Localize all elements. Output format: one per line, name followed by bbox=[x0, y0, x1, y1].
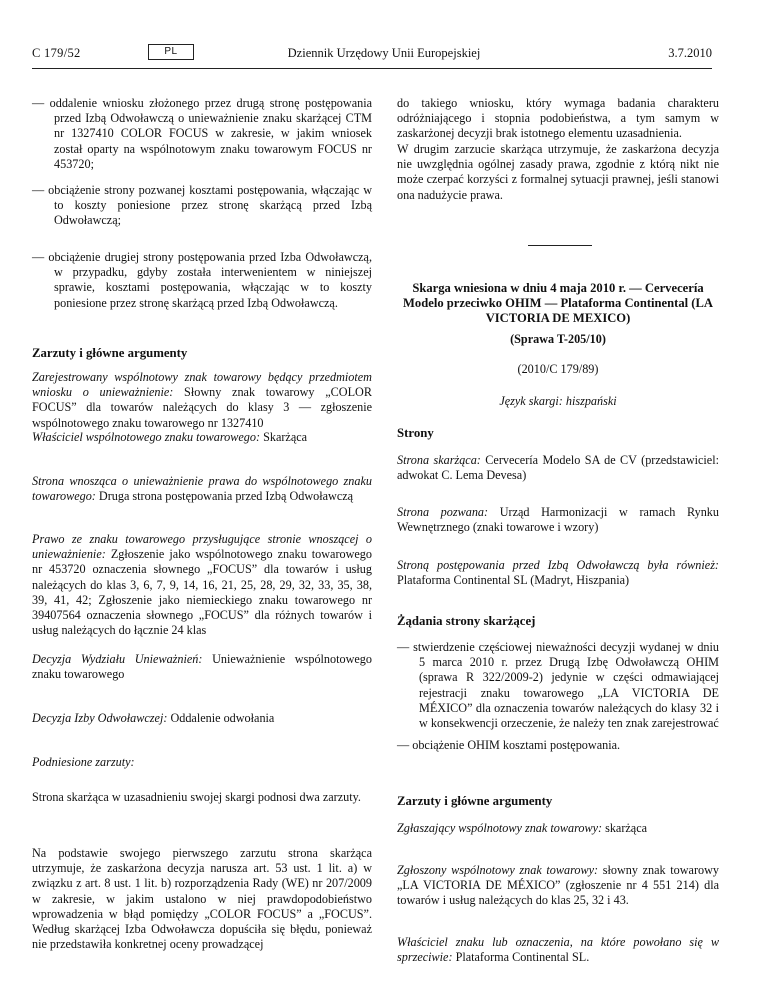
section-heading-parties: Strony bbox=[397, 426, 434, 440]
paragraph-two-pleas: Strona skarżąca w uzasadnieniu swojej skargi podnosi dwa zarzuty. bbox=[32, 790, 361, 804]
right-dash-item-1: — stwierdzenie częściowej nieważności decyzji wydanej w dniu 5 marca 2010 r. przez Drugą Izbę Odwoławczą OHIM (sprawa R 322/2009-2) jedynie w części odmawiającej rejestracji znaku towarowego „LA VICTORIA DE MÉXICO” dla oznaczenia towarów należących do klasy 32 i w konsekwencji orzeczenie, że należy ten znak zarejestrować bbox=[397, 640, 719, 731]
section-heading-arguments: Zarzuty i główne argumenty bbox=[32, 346, 188, 360]
paragraph-applicant-invalidity: Strona wnosząca o unieważnienie prawa do wspólnotowego znaku towarowego: Druga strona postępowania przed Izbą Odwoławczą bbox=[32, 474, 372, 504]
right-dash-item-2: — obciążenie OHIM kosztami postępowania. bbox=[397, 738, 719, 753]
issue-date: 3.7.2010 bbox=[668, 46, 712, 60]
paragraph-first-plea: Na podstawie swojego pierwszego zarzutu strona skarżąca utrzymuje, że zaskarżona decyzja narusza art. 53 ust. 1 lit. a) w związku z art. 8 ust. 1 lit. b) rozporządzenia Rady (WE) nr 207/2009 w zakresie, w jakim ustalono w niej prawdopodobieństwo wprowadzenia w błąd pomiędzy „COLOR FOCUS” a „FOCUS”. Według skarżącej Izba Odwoławcza dopuściła się błędu, ponieważ nie przedstawiła konkretnej oceny prowadzącej bbox=[32, 846, 372, 952]
case-title: Skarga wniesiona w dniu 4 maja 2010 r. — Cervecería Modelo przeciwko OHIM — Plataforma Continental (LA VICTORIA DE MEXICO) bbox=[403, 281, 713, 326]
paragraph-owner: Właściciel wspólnotowego znaku towarowego: Skarżąca bbox=[32, 430, 308, 444]
journal-title: Dziennik Urzędowy Unii Europejskiej bbox=[287, 46, 481, 60]
section-heading-forms-of-order: Żądania strony skarżącej bbox=[397, 614, 536, 628]
paragraph-second-plea: W drugim zarzucie skarżąca utrzymuje, że zaskarżona decyzja nie uwzględnia ogólnej zasady prawa, zgodnie z którą nikt nie może czerpać korzyści z formalnej sytuacji prawnej, jeśli stanowi ona nadużycie prawa. bbox=[397, 142, 719, 202]
paragraph-registered-mark: Zarejestrowany wspólnotowy znak towarowy będący przedmiotem wniosku o unieważnienie: Słowny znak towarowy „COLOR FOCUS” dla towarów należących do klasy 3 — zgłoszenie wspólnotowego znaku towarowego nr 1327410 bbox=[32, 370, 372, 430]
paragraph-defendant: Strona pozwana: Urząd Harmonizacji w ramach Rynku Wewnętrznego (znaki towarowe i wzory) bbox=[397, 505, 719, 535]
left-dash-item-1: — oddalenie wniosku złożonego przez drugą stronę postępowania przed Izbą Odwoławczą o unieważnienie znaku skarżącej CTM nr 1327410 COLOR FOCUS w zakresie, w jakim wniosek został oparty na wspólnotowym znaku towarowym FOCUS nr 453720; bbox=[32, 96, 372, 172]
left-dash-item-2: — obciążenie strony pozwanej kosztami postępowania, włączając w to koszty poniesione przez stronę skarżącą przed Izbą Odwoławczą; bbox=[32, 183, 372, 229]
paragraph-other-party: Stroną postępowania przed Izbą Odwoławczą była również: Plataforma Continental SL (Madryt, Hiszpania) bbox=[397, 558, 719, 588]
left-dash-item-3: — obciążenie drugiej strony postępowania przed Izba Odwoławczą, w przypadku, gdyby została interwenientem w niniejszej sprawie, kosztami postępowania, włączając w to koszty poniesione przez stronę skarżącą przed Izbą Odwoławczą. bbox=[32, 250, 372, 311]
section-separator bbox=[528, 245, 592, 246]
paragraph-cancellation-decision: Decyzja Wydziału Unieważnień: Unieważnienie wspólnotowego znaku towarowego bbox=[32, 652, 372, 682]
paragraph-mark-sought: Zgłoszony wspólnotowy znak towarowy: słowny znak towarowy „LA VICTORIA DE MÉXICO” (zgłoszenie nr 4 551 214) dla towarów i usług należących do klas 25, 32 i 43. bbox=[397, 863, 719, 908]
case-number: (Sprawa T-205/10) bbox=[510, 332, 606, 346]
paragraph-board-decision: Decyzja Izby Odwoławczej: Oddalenie odwołania bbox=[32, 711, 275, 725]
paragraph-continuation: do takiego wniosku, który wymaga badania charakteru odróżniającego i stopnia podobieństwa, a tym samym w zaskarżonej decyzji brak istotnego elementu uzasadnienia. bbox=[397, 96, 719, 141]
language-badge: PL bbox=[148, 44, 194, 60]
header-divider bbox=[32, 68, 712, 69]
paragraph-opposition-proprietor: Właściciel znaku lub oznaczenia, na które powołano się w sprzeciwie: Plataforma Continental SL. bbox=[397, 935, 719, 965]
paragraph-earlier-right: Prawo ze znaku towarowego przysługujące stronie wnoszącej o unieważnienie: Zgłoszenie jako wspólnotowego znaku towarowego nr 453720 oznaczenia słownego „FOCUS” dla towarów i usług należących do klas 3, 6, 7, 9, 14, 16, 21, 25, 28, 29, 32, 33, 35, 38, 39, 41, 42; Zgłoszenie jako niemieckiego znaku towarowego nr 39407564 oznaczenia słownego „FOCUS” dla różnych towarów i usług należących do łącznie 24 klas bbox=[32, 532, 372, 638]
language-of-case: Język skargi: hiszpański bbox=[499, 394, 617, 408]
publication-reference: (2010/C 179/89) bbox=[517, 362, 599, 376]
page-reference: C 179/52 bbox=[32, 46, 81, 60]
paragraph-mark-applicant: Zgłaszający wspólnotowy znak towarowy: skarżąca bbox=[397, 821, 648, 835]
paragraph-pleas-label: Podniesione zarzuty: bbox=[32, 755, 135, 769]
paragraph-applicant: Strona skarżąca: Cervecería Modelo SA de CV (przedstawiciel: adwokat C. Lema Devesa) bbox=[397, 453, 719, 483]
section-heading-pleas: Zarzuty i główne argumenty bbox=[397, 794, 553, 808]
